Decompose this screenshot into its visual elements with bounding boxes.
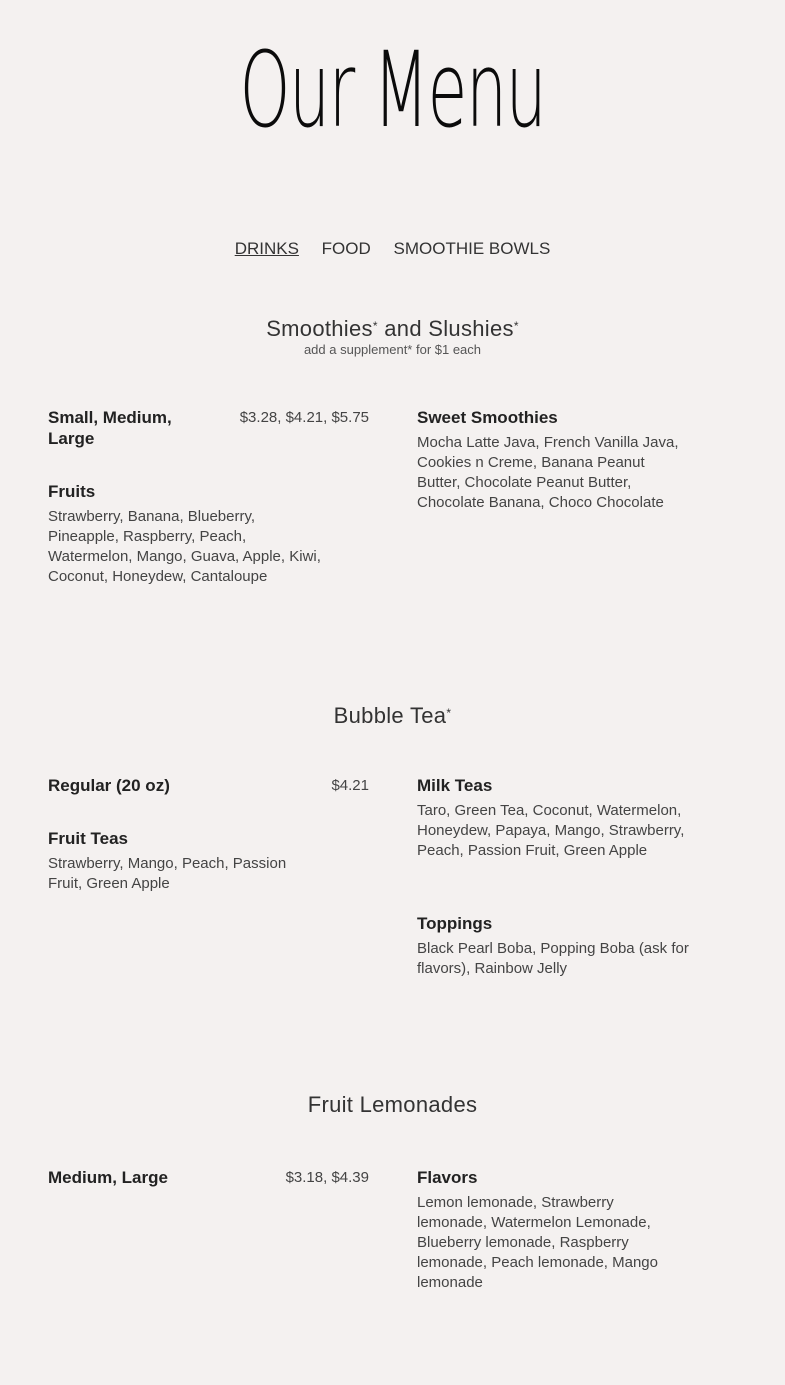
menu-item-flavors xyxy=(417,1167,682,1293)
asterisk-mark: * xyxy=(513,319,519,333)
asterisk-mark: * xyxy=(372,319,378,333)
price-lemonades: $3.18, $4.39 xyxy=(285,1169,369,1186)
item-description: Taro, Green Tea, Coconut, Watermelon, Honeydew, Papaya, Mango, Strawberry, Peach, Passion Fruit, Green Apple xyxy=(417,802,685,859)
item-name: Toppings xyxy=(417,914,493,933)
tab-food[interactable]: FOOD xyxy=(321,239,371,258)
item-description: Mocha Latte Java, French Vanilla Java, Cookies n Creme, Banana Peanut Butter, Chocolate Peanut Butter, Chocolate Banana, Choco Chocolate xyxy=(417,434,679,511)
item-name: Fruits xyxy=(48,482,96,501)
section-title-slushies-text: and Slushies xyxy=(384,316,514,341)
menu-item-toppings xyxy=(417,913,692,979)
section-title-smoothies-text: Smoothies xyxy=(266,316,373,341)
size-label: Medium, Large xyxy=(48,1168,168,1187)
tab-smoothie-bowls[interactable]: SMOOTHIE BOWLS xyxy=(393,239,551,258)
item-description: Black Pearl Boba, Popping Boba (ask for flavors), Rainbow Jelly xyxy=(417,940,689,977)
size-label: Small, Medium, Large xyxy=(48,408,172,448)
item-name: Sweet Smoothies xyxy=(417,408,558,427)
section-subtitle-smoothies: add a supplement* for $1 each xyxy=(303,342,482,357)
section-title-smoothies xyxy=(0,312,785,343)
section-title-lemonades: Fruit Lemonades xyxy=(307,1092,478,1117)
section-title-bubble-tea xyxy=(0,699,785,730)
item-description: Lemon lemonade, Strawberry lemonade, Watermelon Lemonade, Blueberry lemonade, Raspberry lemonade, Peach lemonade, Mango lemonade xyxy=(417,1194,658,1291)
asterisk-mark: * xyxy=(446,706,452,720)
item-name: Fruit Teas xyxy=(48,829,128,848)
menu-tabs xyxy=(0,238,785,260)
price-bubble-tea: $4.21 xyxy=(331,777,369,794)
menu-item-sweet-smoothies xyxy=(417,407,692,513)
price-smoothies: $3.28, $4.21, $5.75 xyxy=(239,409,369,426)
menu-item-milk-teas xyxy=(417,775,702,861)
menu-item-fruits xyxy=(48,481,323,587)
section-title-bubble-tea-text: Bubble Tea xyxy=(333,703,447,728)
item-name: Flavors xyxy=(417,1168,478,1187)
page-title: Our Menu xyxy=(239,29,546,151)
size-label: Regular (20 oz) xyxy=(48,776,170,795)
item-description: Strawberry, Mango, Peach, Passion Fruit, Green Apple xyxy=(48,855,287,892)
item-description: Strawberry, Banana, Blueberry, Pineapple, Raspberry, Peach, Watermelon, Mango, Guava, Apple, Kiwi, Coconut, Honeydew, Cantaloupe xyxy=(48,508,321,585)
tab-drinks[interactable]: DRINKS xyxy=(234,239,299,258)
menu-item-fruit-teas xyxy=(48,828,308,894)
item-name: Milk Teas xyxy=(417,776,493,795)
size-item-smoothies xyxy=(48,407,198,449)
